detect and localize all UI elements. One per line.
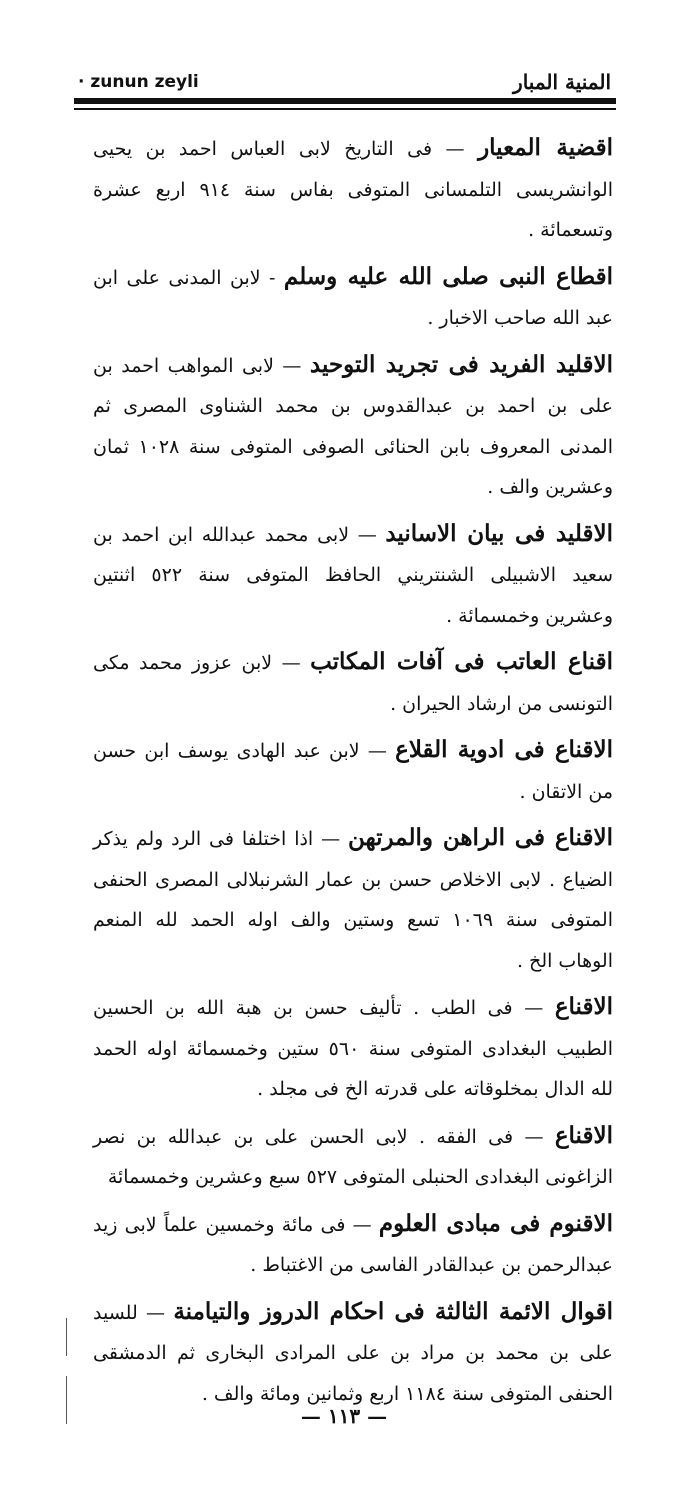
entry-title: اقطاع النبى صلى الله عليه وسلم	[283, 262, 613, 290]
entry-text: — لابن عزوز محمد مكى التونسى من ارشاد الحيران .	[93, 652, 613, 715]
entry-text: — لابى محمد عبدالله ابن احمد بن سعيد الاشبيلى الشنتريني الحافظ المتوفى سنة ٥٢٢ اثنتين وعشرين وخمسمائة .	[93, 523, 613, 627]
entry-text: - لابن المدنى على ابن عبد الله صاحب الاخبار .	[93, 266, 613, 329]
entry-title: اقضية المعيار	[478, 134, 613, 161]
entry	[93, 257, 613, 339]
entry	[93, 514, 613, 637]
entry-text: — فى الطب . تأليف حسن بن هبة الله بن الحسين الطبيب البغدادى المتوفى سنة ٥٦٠ ستين وخمسمائة اوله الحمد لله الدال بمخلوقاته على قدرته الخ فى مجلد .	[93, 997, 613, 1100]
entry-title: الاقناع	[554, 993, 613, 1020]
entry	[93, 1116, 613, 1198]
entry-text: — للسيد على بن محمد بن مراد بن على المرادى البخارى ثم الدمشقى الحنفى المتوفى سنة ١١٨٤ اربع وثمانين ومائة والف .	[93, 1301, 613, 1405]
entry	[93, 730, 613, 812]
entry-list	[93, 128, 613, 1420]
entry-text: — فى الفقه . لابى الحسن على بن عبدالله بن نصر الزاغونى البغدادى الحنبلى المتوفى ٥٢٧ سبع وعشرين وخمسمائة	[93, 1125, 613, 1188]
entry	[93, 1204, 613, 1286]
entry-title: الاقليد فى بيان الاسانيد	[385, 519, 613, 547]
entry-title: الاقناع فى ادوية القلاع	[395, 736, 613, 763]
entry-text: — لابى المواهب احمد بن على بن احمد بن عبدالقدوس بن محمد الشناوى المصرى ثم المدنى المعروف بابن الحنائى الصوفى المتوفى سنة ١٠٢٨ ثمان وعشرين والف .	[93, 354, 613, 498]
entry	[93, 987, 613, 1110]
entry-title: الاقناع فى الراهن والمرتهن	[347, 824, 613, 851]
entry-title: الاقناع	[554, 1121, 613, 1149]
entry-text: — فى التاريخ لابى العباس احمد بن يحيى الوانشريسى التلمسانى المتوفى بفاس سنة ٩١٤ اربع عشرة وتسعمائة .	[93, 138, 613, 241]
margin-mark	[66, 1318, 67, 1356]
entry-title: الاقنوم فى مبادى العلوم	[378, 1209, 613, 1237]
entry-title: الاقليد الفريد فى تجريد التوحيد	[309, 350, 614, 378]
entry-text: — لابن عبد الهادى يوسف ابن حسن من الاتقان .	[93, 740, 613, 803]
running-header-right: المنية المبار	[513, 70, 611, 94]
header-rule-thin	[74, 108, 616, 110]
entry-text: — اذا اختلفا فى الرد ولم يذكر الضياع . لابى الاخلاص حسن بن عمار الشرنبلالى المصرى الحنفى المتوفى سنة ١٠٦٩ تسع وستين والف اوله الحمد لله المنعم الوهاب الخ .	[93, 828, 613, 972]
page-number: — ١١٣ —	[300, 1404, 388, 1428]
header-rule-thick	[74, 98, 616, 104]
entry	[93, 1292, 613, 1415]
entry-title: اقوال الائمة الثالثة فى احكام الدروز والتيامنة	[173, 1297, 613, 1325]
entry	[93, 818, 613, 981]
entry	[93, 345, 613, 508]
entry	[93, 128, 613, 251]
entry-title: اقناع العاتب فى آفات المكاتب	[310, 648, 613, 675]
entry-text: — فى مائة وخمسين علماً لابى زيد عبدالرحمن بن عبدالقادر الفاسى من الاغتباط .	[93, 1213, 613, 1276]
running-header-left: · zunun zeyli	[78, 72, 199, 92]
entry	[93, 642, 613, 724]
